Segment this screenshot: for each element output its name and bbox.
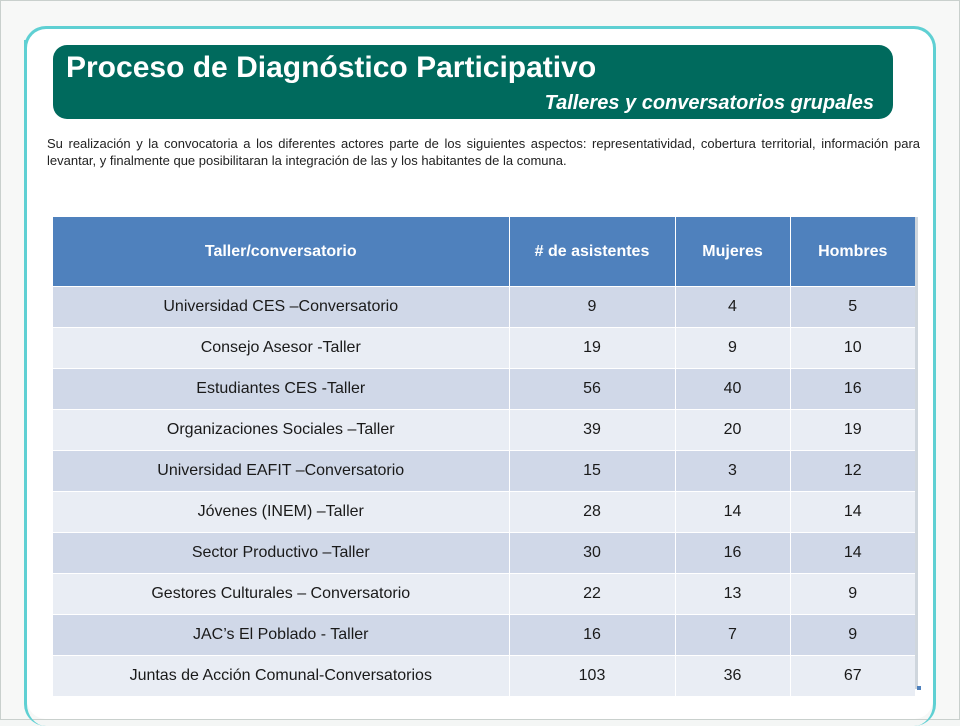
table-row bbox=[53, 328, 915, 369]
cell-mujeres: 16 bbox=[675, 533, 790, 574]
table-row bbox=[53, 451, 915, 492]
cell-asistentes: 56 bbox=[509, 369, 675, 410]
cell-hombres: 14 bbox=[790, 533, 915, 574]
table-row bbox=[53, 533, 915, 574]
table-row bbox=[53, 369, 915, 410]
cell-hombres: 16 bbox=[790, 369, 915, 410]
header-taller: Taller/conversatorio bbox=[53, 217, 509, 287]
page-subtitle: Talleres y conversatorios grupales bbox=[544, 92, 874, 114]
table-row bbox=[53, 410, 915, 451]
cell-asistentes: 39 bbox=[509, 410, 675, 451]
decorative-corner-mark bbox=[917, 686, 921, 690]
page-title: Proceso de Diagnóstico Participativo bbox=[66, 51, 597, 84]
cell-asistentes: 15 bbox=[509, 451, 675, 492]
cell-taller: Universidad EAFIT –Conversatorio bbox=[53, 451, 509, 492]
cell-taller: Gestores Culturales – Conversatorio bbox=[53, 574, 509, 615]
table-row bbox=[53, 574, 915, 615]
cell-taller: Consejo Asesor -Taller bbox=[53, 328, 509, 369]
table-row bbox=[53, 656, 915, 697]
cell-taller: Sector Productivo –Taller bbox=[53, 533, 509, 574]
cell-hombres: 10 bbox=[790, 328, 915, 369]
cell-taller: JAC’s El Poblado - Taller bbox=[53, 615, 509, 656]
cell-hombres: 67 bbox=[790, 656, 915, 697]
cell-asistentes: 30 bbox=[509, 533, 675, 574]
cell-asistentes: 22 bbox=[509, 574, 675, 615]
cell-mujeres: 36 bbox=[675, 656, 790, 697]
cell-taller: Universidad CES –Conversatorio bbox=[53, 287, 509, 328]
table-header-row bbox=[53, 217, 915, 287]
cell-hombres: 5 bbox=[790, 287, 915, 328]
cell-taller: Organizaciones Sociales –Taller bbox=[53, 410, 509, 451]
cell-hombres: 9 bbox=[790, 615, 915, 656]
cell-mujeres: 20 bbox=[675, 410, 790, 451]
header-asistentes: # de asistentes bbox=[509, 217, 675, 287]
cell-asistentes: 103 bbox=[509, 656, 675, 697]
table-row bbox=[53, 287, 915, 328]
cell-hombres: 19 bbox=[790, 410, 915, 451]
table-row bbox=[53, 492, 915, 533]
table-shadow bbox=[915, 217, 918, 689]
cell-hombres: 9 bbox=[790, 574, 915, 615]
cell-asistentes: 9 bbox=[509, 287, 675, 328]
workshops-table bbox=[53, 217, 915, 696]
cell-hombres: 14 bbox=[790, 492, 915, 533]
cell-mujeres: 7 bbox=[675, 615, 790, 656]
cell-asistentes: 28 bbox=[509, 492, 675, 533]
cell-taller: Estudiantes CES -Taller bbox=[53, 369, 509, 410]
cell-mujeres: 14 bbox=[675, 492, 790, 533]
cell-mujeres: 3 bbox=[675, 451, 790, 492]
cell-mujeres: 13 bbox=[675, 574, 790, 615]
table-row bbox=[53, 615, 915, 656]
cell-asistentes: 16 bbox=[509, 615, 675, 656]
header-mujeres: Mujeres bbox=[675, 217, 790, 287]
cell-taller: Juntas de Acción Comunal-Conversatorios bbox=[53, 656, 509, 697]
intro-paragraph: Su realización y la convocatoria a los diferentes actores parte de los siguientes aspectos: representatividad, cobertura territorial, información para levantar, y finalmente que posibilitaran la integración de las y los habitantes de la comuna. bbox=[47, 136, 920, 168]
cell-hombres: 12 bbox=[790, 451, 915, 492]
cell-mujeres: 9 bbox=[675, 328, 790, 369]
decorative-left-line bbox=[24, 40, 27, 630]
cell-mujeres: 4 bbox=[675, 287, 790, 328]
cell-mujeres: 40 bbox=[675, 369, 790, 410]
cell-taller: Jóvenes (INEM) –Taller bbox=[53, 492, 509, 533]
header-hombres: Hombres bbox=[790, 217, 915, 287]
cell-asistentes: 19 bbox=[509, 328, 675, 369]
